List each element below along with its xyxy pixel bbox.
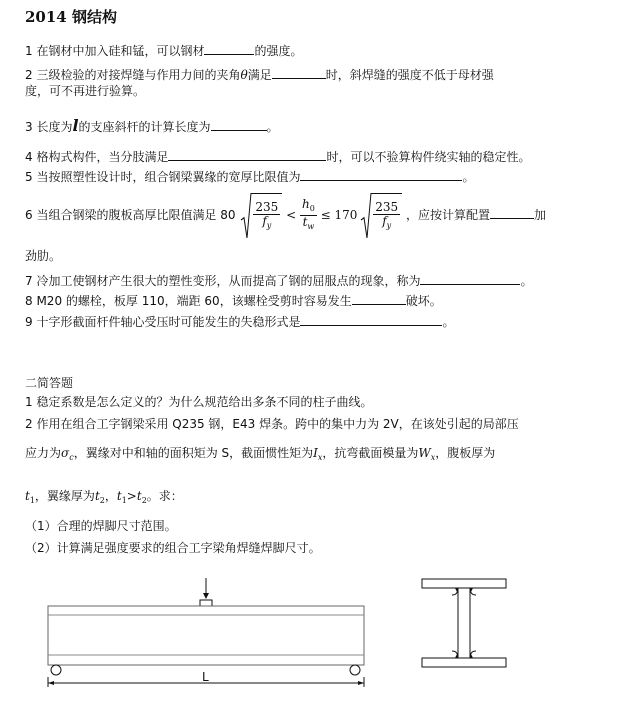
short-answer-2-line-3 [25, 489, 183, 508]
sub-question-2: （2）计算满足强度要求的组合工字梁角焊缝焊脚尺寸。 [25, 541, 321, 555]
sa2-text-end: ，腹板厚为 [435, 446, 496, 460]
q5-text: 5 当按照塑性设计时，组合钢梁翼缘的宽厚比限值为 [25, 170, 301, 184]
load-arrow-icon [200, 578, 212, 606]
t2-subscript: 2 [99, 496, 105, 505]
q8-blank [352, 292, 406, 305]
numerator-235: 235 [255, 200, 279, 214]
theta-symbol: θ [240, 68, 248, 82]
ix-symbol: I [313, 446, 318, 460]
tw-symbol: t [302, 215, 308, 229]
page-title: 2014 钢结构 [25, 8, 117, 26]
question-7 [25, 272, 532, 289]
q1-blank [204, 42, 254, 55]
radical-sign [361, 193, 371, 238]
t2-symbol: t [94, 489, 100, 503]
length-symbol: l [72, 116, 79, 135]
h0-subscript: 0 [309, 204, 315, 213]
question-5 [25, 168, 474, 185]
question-8 [25, 292, 442, 309]
q2-text: 2 三级检验的对接焊缝与作用力间的夹角 [25, 68, 241, 82]
sa2-text-mid: ，翼缘对中和轴的面积矩为 S，截面惯性矩为 [73, 446, 314, 460]
question-6 [25, 193, 546, 239]
q7-text: 7 冷加工使钢材产生很大的塑性变形，从而提高了钢的屈服点的现象，称为 [25, 274, 421, 288]
q8-text-end: 破坏。 [405, 294, 442, 308]
question-2-line-2: 度，可不再进行验算。 [25, 84, 146, 98]
t1-subscript: 1 [121, 496, 127, 505]
question-2 [25, 66, 494, 83]
short-answer-2-line-2 [25, 446, 495, 465]
fy-symbol: f [382, 214, 387, 228]
q6-text: 6 当组合钢梁的腹板高厚比限值满足 80 [25, 208, 236, 222]
fy-symbol: f [262, 214, 267, 228]
greater-than: > [126, 489, 137, 503]
q1-text-end: 的强度。 [254, 44, 303, 58]
less-than: < [286, 208, 297, 222]
question-3 [25, 118, 279, 135]
sigma-symbol: σ [61, 446, 70, 460]
sqrt-235-fy-left [241, 193, 282, 238]
t2-symbol: t [136, 489, 142, 503]
beam-body [48, 606, 364, 665]
question-1 [25, 42, 302, 59]
q3-text-end: 。 [266, 120, 279, 134]
q9-text-end: 。 [442, 315, 455, 329]
q9-text: 9 十字形截面杆件轴心受压时可能发生的失稳形式是 [25, 315, 301, 329]
i-section-icon [422, 579, 506, 667]
sa2-line3-end: 。求： [146, 489, 183, 503]
q3-text-mid: 的支座斜杆的计算长度为 [78, 120, 211, 134]
q5-text-end: 。 [462, 170, 475, 184]
sub-question-1: （1）合理的焊脚尺寸范围。 [25, 519, 177, 533]
question-6-line-2: 劲肋。 [25, 249, 62, 263]
q4-text-end: 时，可以不验算构件绕实轴的稳定性。 [326, 150, 531, 164]
fy-subscript: y [266, 221, 272, 230]
ix-subscript: x [317, 453, 323, 462]
wx-symbol: W [418, 446, 431, 460]
beam-diagram [0, 575, 620, 705]
q2-text-mid: 满足 [247, 68, 272, 82]
q8-text: 8 M20 的螺栓，板厚 110，端距 60，该螺栓受剪时容易发生 [25, 294, 352, 308]
q6-text-end: 加 [534, 208, 547, 222]
numerator-235: 235 [375, 200, 399, 214]
q2-blank [272, 66, 326, 79]
radical-sign [241, 193, 251, 238]
support-roller-left-icon [51, 665, 61, 675]
section-heading: 二简答题 [25, 376, 74, 390]
span-label: L [202, 670, 209, 684]
q6-text-mid: ，应按计算配置 [406, 208, 491, 222]
h0-symbol: h [302, 197, 310, 211]
question-9 [25, 313, 454, 330]
question-4 [25, 148, 530, 165]
q7-blank [420, 272, 520, 285]
q1-text: 1 在钢材中加入硅和锰，可以钢材 [25, 44, 205, 58]
q4-text: 4 格构式构件，当分肢满足 [25, 150, 169, 164]
tw-subscript: w [307, 222, 315, 231]
wx-subscript: x [430, 453, 436, 462]
sa2-line3-text: ，翼缘厚为 [34, 489, 95, 503]
h0-over-tw [300, 198, 317, 233]
t2-subscript: 2 [141, 496, 147, 505]
sqrt-235-fy-right [361, 193, 402, 238]
q3-text: 3 长度为 [25, 120, 73, 134]
q5-blank [300, 168, 462, 181]
fy-subscript: y [386, 221, 392, 230]
sa2-text-mid2: ，抗弯截面模量为 [322, 446, 419, 460]
q2-text-end: 时，斜焊缝的强度不低于母材强 [325, 68, 494, 82]
q9-blank [300, 313, 442, 326]
t1-symbol: t [25, 489, 30, 503]
t1-symbol: t [116, 489, 122, 503]
sa2-text: 应力为 [25, 446, 62, 460]
leq-170: ≤ 170 [320, 208, 358, 222]
t1-subscript: 1 [29, 496, 35, 505]
q6-blank [490, 206, 534, 219]
short-answer-2-line-1: 2 作用在组合工字钢梁采用 Q235 钢，E43 焊条。跨中的集中力为 2V，在该处引起的局部压 [25, 417, 519, 431]
q7-text-end: 。 [520, 274, 533, 288]
q4-blank [168, 148, 326, 161]
sigma-subscript: c [69, 453, 74, 462]
comma: ， [104, 489, 117, 503]
support-roller-right-icon [350, 665, 360, 675]
short-answer-1: 1 稳定系数是怎么定义的？为什么规范给出多条不同的柱子曲线。 [25, 395, 373, 409]
q3-blank [211, 118, 267, 131]
